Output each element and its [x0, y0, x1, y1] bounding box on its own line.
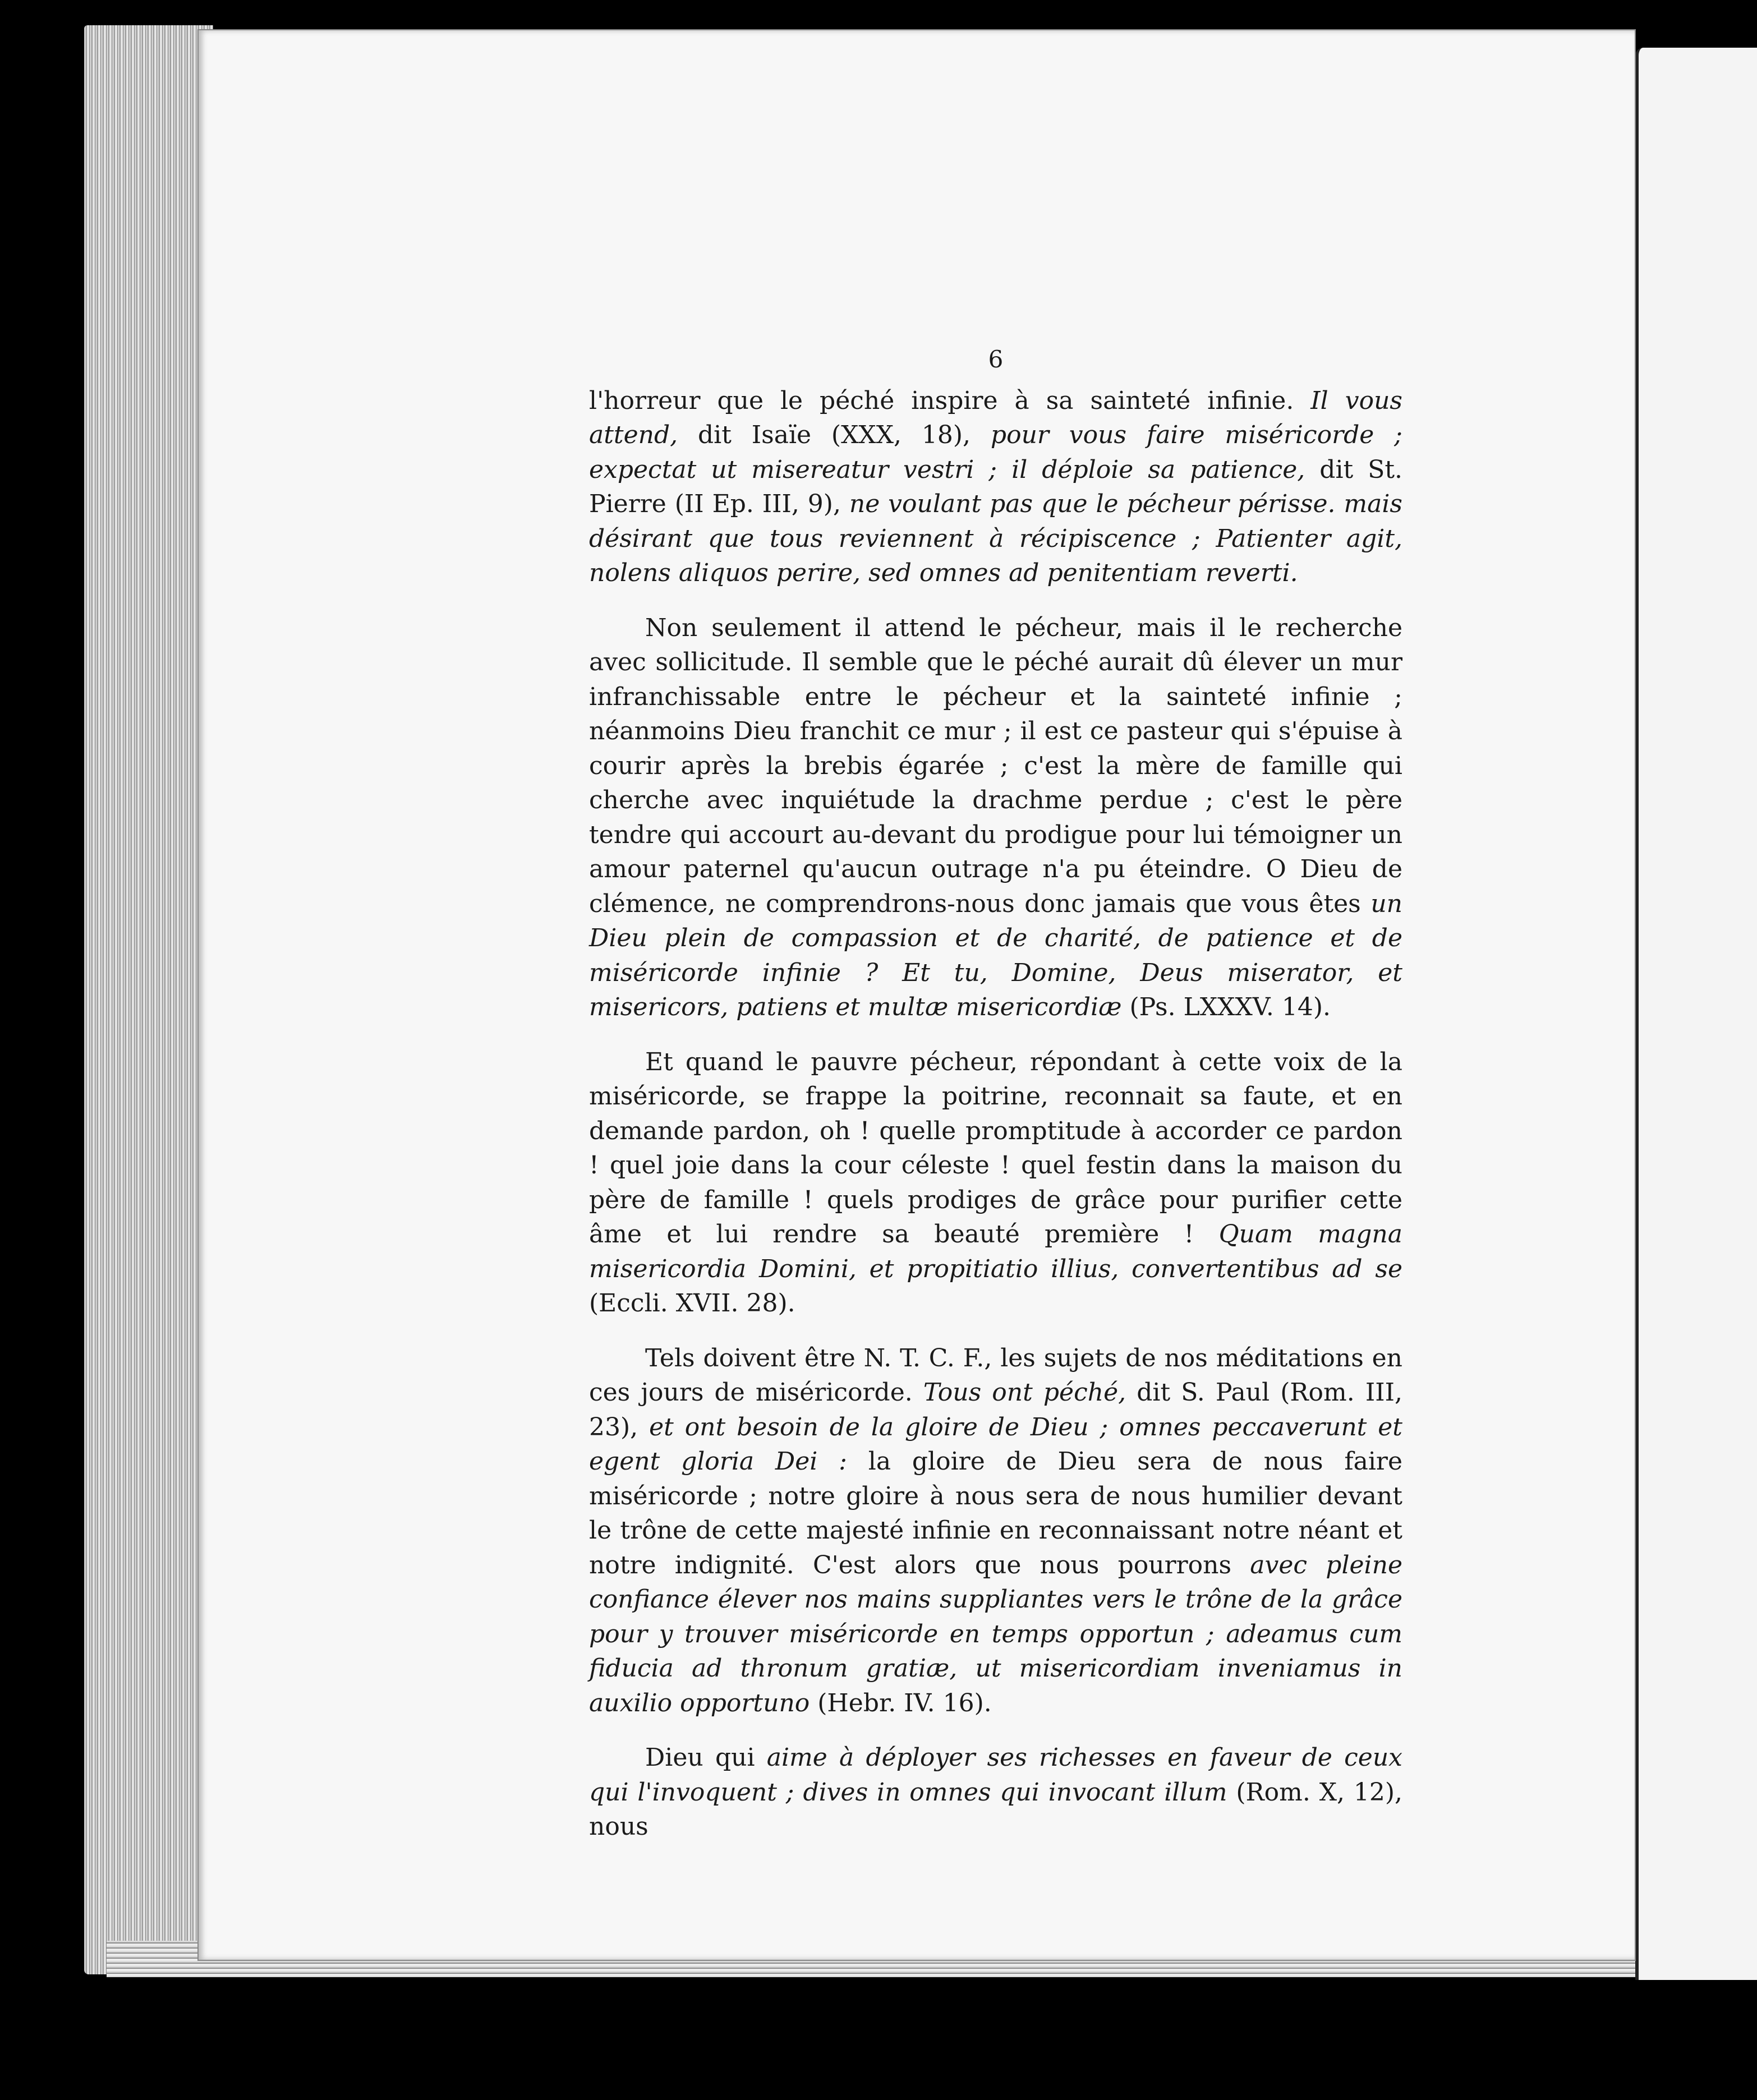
italic-text-segment: avec pleine confiance élever nos mains suppliantes vers le trône de la grâce pour y trouver miséricorde en temps opportun ; adeamus cum fiducia ad thronum gratiæ, ut misericordiam inveniamus in auxilio opportuno: [589, 1550, 1402, 1717]
italic-text-segment: et ont besoin de la gloire de Dieu ; omnes peccaverunt et egent gloria Dei :: [589, 1412, 1402, 1476]
paragraph: [589, 1341, 1402, 1721]
text-segment: la gloire de Dieu sera de nous faire miséricorde ; notre gloire à nous sera de nous humilier devant le trône de cette majesté infinie en reconnaissant notre néant et notre indignité. C'est alors que nous pourrons: [589, 1447, 1402, 1579]
text-segment: (Eccli. XVII. 28).: [589, 1289, 795, 1318]
paragraph: [589, 384, 1402, 591]
adjacent-page: [1635, 48, 1757, 1980]
book-page-edges: [84, 25, 213, 1974]
italic-text-segment: Tous ont péché,: [923, 1378, 1126, 1407]
italic-text-segment: aime à déployer ses richesses en faveur de ceux qui l'invoquent ; dives in omnes qui invocant illum: [589, 1743, 1402, 1807]
page-content: [589, 342, 1402, 1844]
text-segment: (Rom. X, 12), nous: [589, 1777, 1402, 1841]
italic-text-segment: pour vous faire miséricorde ; expectat ut misereatur vestri ; il déploie sa patience,: [589, 421, 1403, 484]
text-segment: dit St. Pierre (II Ep. III, 9),: [589, 455, 1403, 518]
italic-text-segment: un Dieu plein de compassion et de charité, de patience et de miséricorde infinie ? Et tu, Domine, Deus miserator, et misericors, patiens et multæ misericordiæ: [589, 889, 1402, 1021]
page-number: 6: [988, 346, 1004, 373]
text-segment: Dieu qui: [645, 1743, 767, 1772]
italic-text-segment: Il vous attend,: [589, 386, 1402, 449]
text-segment: (Hebr. IV. 16).: [809, 1688, 992, 1717]
italic-text-segment: Quam magna misericordia Domini, et propitiatio illius, convertentibus ad se: [589, 1220, 1402, 1283]
paragraph: [589, 1740, 1402, 1844]
text-segment: (Ps. LXXXV. 14).: [1121, 993, 1331, 1021]
italic-text-segment: ne voulant pas que le pécheur périsse. mais désirant que tous reviennent à récipiscence ; Patienter agit, nolens aliquos perire, sed omnes ad penitentiam reverti.: [589, 490, 1402, 587]
paragraph: [589, 611, 1402, 1025]
text-segment: Non seulement il attend le pécheur, mais il le recherche avec sollicitude. Il semble que le péché aurait dû élever un mur infranchissable entre le pécheur et la sainteté infinie ; néanmoins Dieu franchit ce mur ; il est ce pasteur qui s'épuise à courir après la brebis égarée ; c'est la mère de famille qui cherche avec inquiétude la drachme perdue ; c'est le père tendre qui accourt au-devant du prodigue pour lui témoigner un amour paternel qu'aucun outrage n'a pu éteindre. O Dieu de clémence, ne comprendrons-nous donc jamais que vous êtes: [589, 613, 1402, 918]
text-segment: l'horreur que le péché inspire à sa sainteté infinie.: [589, 386, 1311, 415]
text-segment: Et quand le pauvre pécheur, répondant à cette voix de la miséricorde, se frappe la poitrine, reconnait sa faute, et en demande pardon, oh ! quelle promptitude à accorder ce pardon ! quel joie dans la cour céleste ! quel festin dans la maison du père de famille ! quels prodiges de grâce pour purifier cette âme et lui rendre sa beauté première !: [589, 1047, 1402, 1249]
paragraph: [589, 1045, 1402, 1321]
text-segment: dit Isaïe (XXX, 18),: [678, 421, 991, 449]
text-segment: Tels doivent être N. T. C. F., les sujets de nos méditations en ces jours de miséricorde.: [589, 1343, 1402, 1407]
text-segment: dit S. Paul (Rom. III, 23),: [589, 1378, 1402, 1442]
